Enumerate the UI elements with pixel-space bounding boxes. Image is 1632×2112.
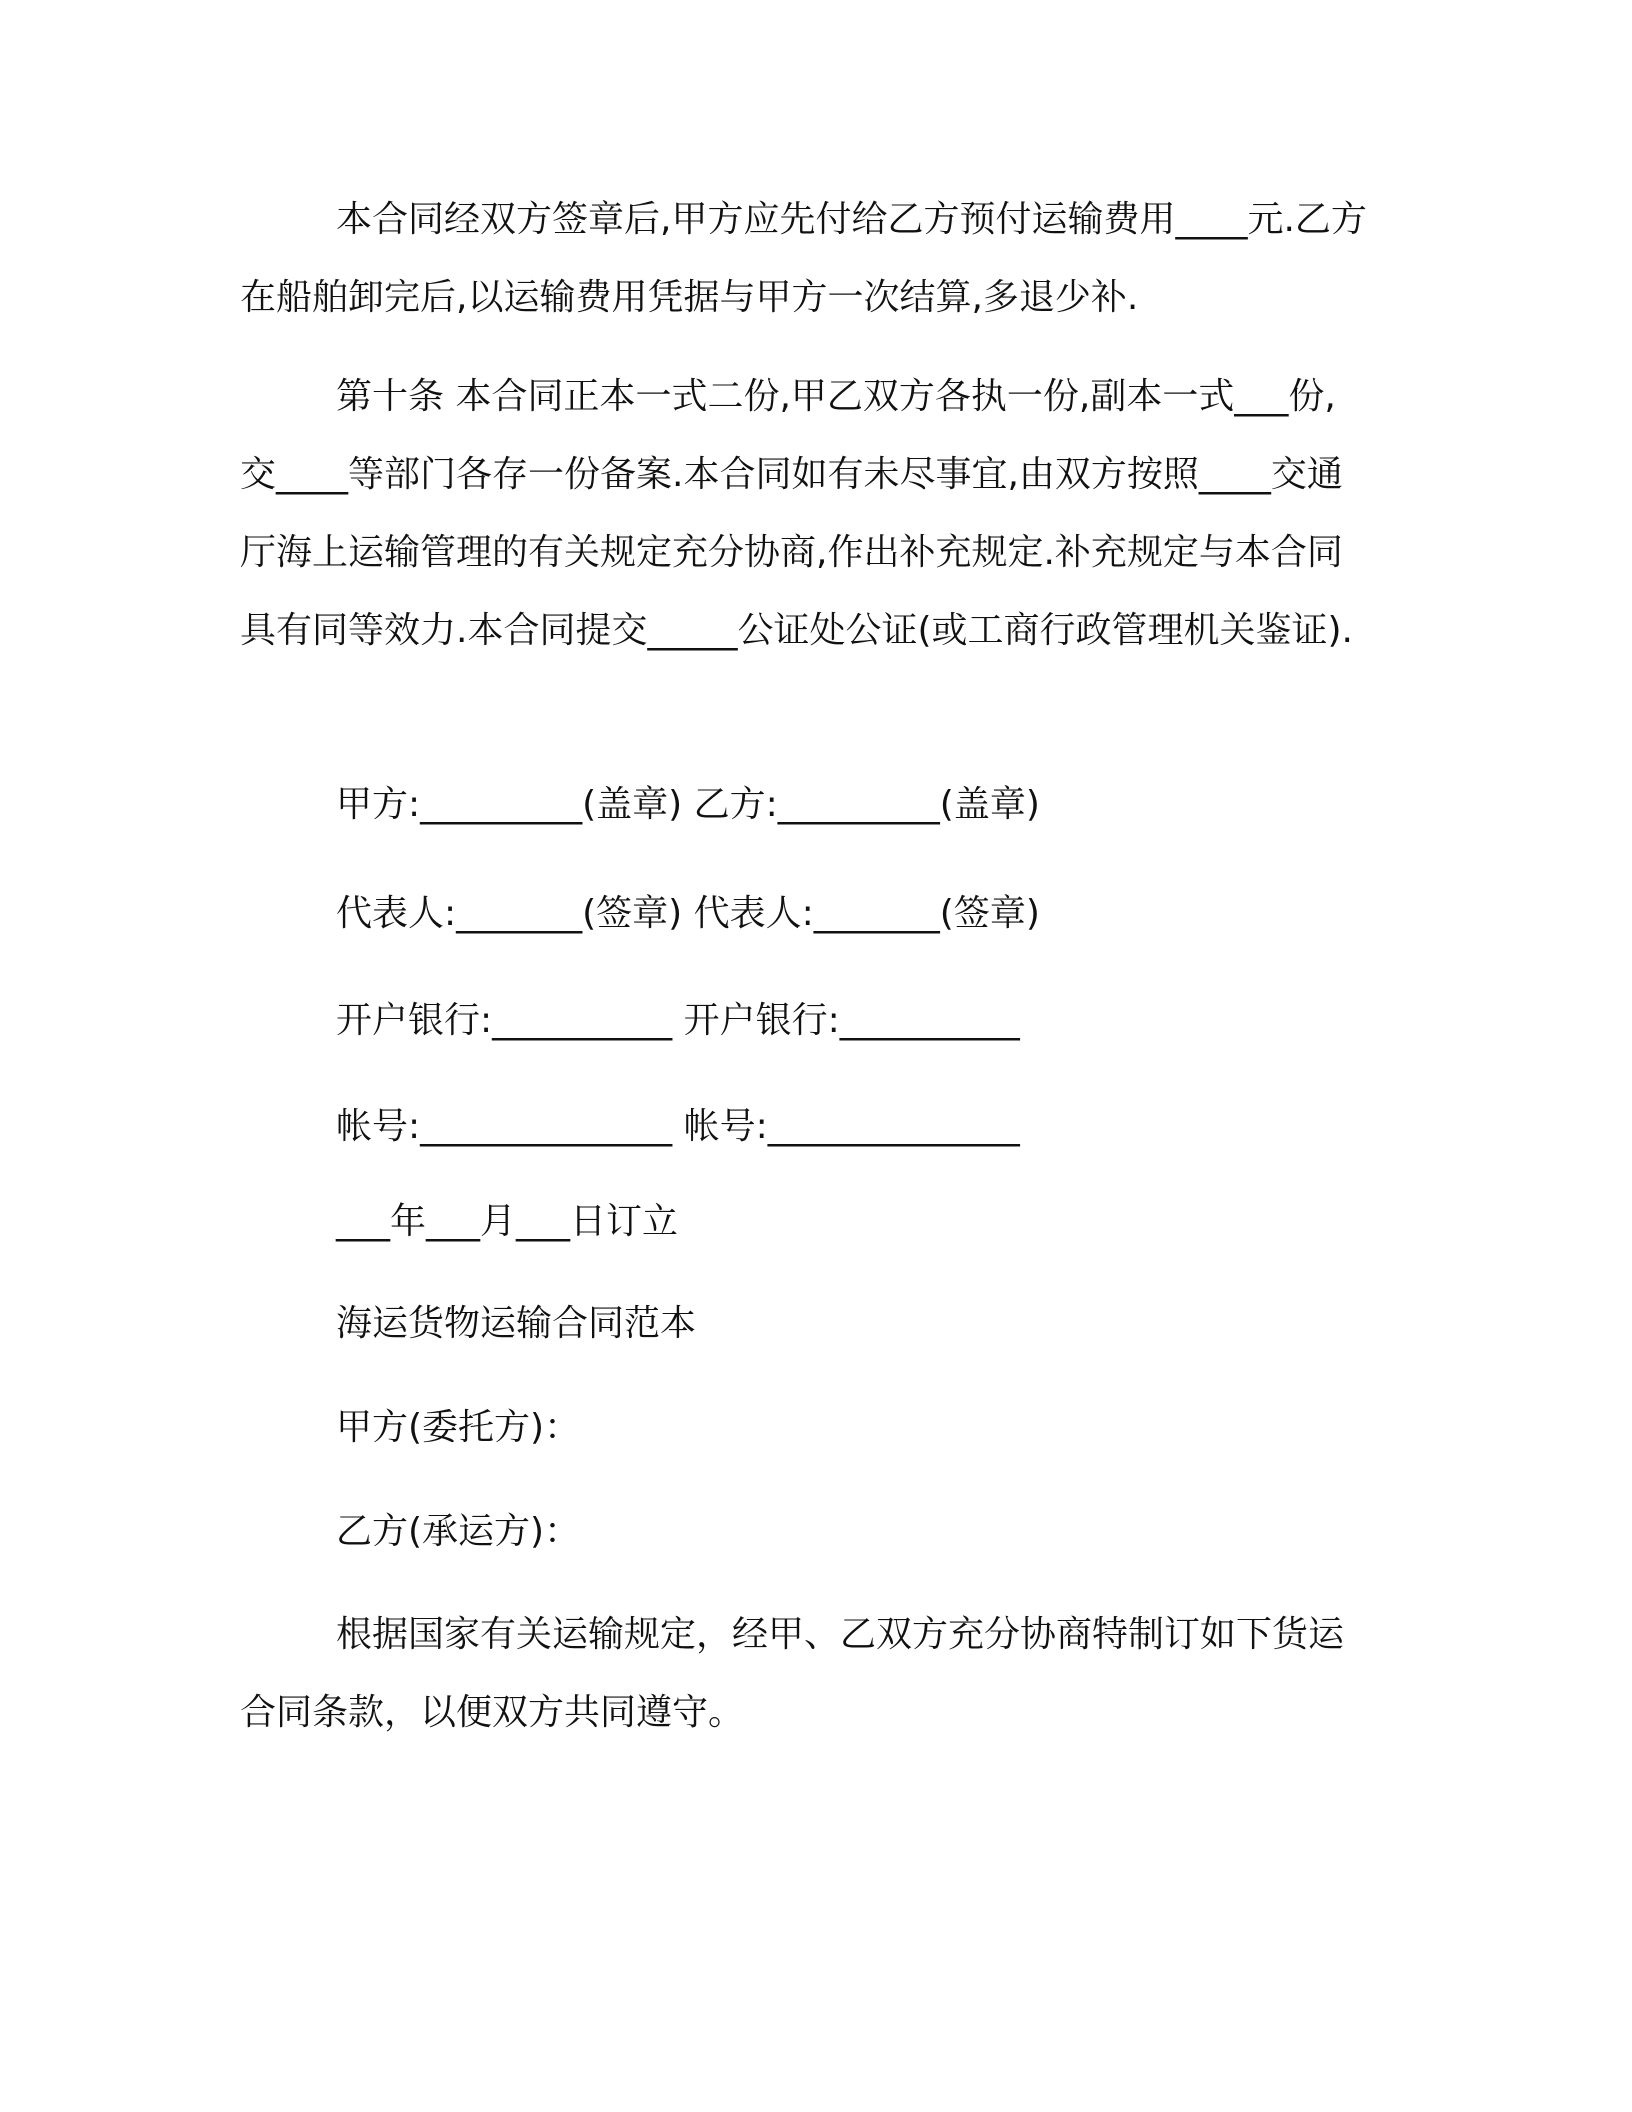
intro-paragraph: 根据国家有关运输规定，经甲、乙双方充分协商特制订如下货运合同条款，以便双方共同遵守。 <box>240 1614 1345 1733</box>
payment-terms-paragraph: 本合同经双方签章后,甲方应先付给乙方预付运输费用____元.乙方在船舶卸完后,以运输费用凭据与甲方一次结算,多退少补. <box>240 199 1367 318</box>
party-seal-line: 甲方:_________(盖章) 乙方:_________(盖章) <box>336 784 1040 825</box>
bank-line: 开户银行:__________ 开户银行:__________ <box>336 1000 1020 1041</box>
representative-signature-line: 代表人:_______(签章) 代表人:_______(签章) <box>336 893 1040 934</box>
article-ten-paragraph: 第十条 本合同正本一式二份,甲乙双方各执一份,副本一式___份,交____等部门各存一份备案.本合同如有未尽事宜,由双方按照____交通厅海上运输管理的有关规定充分协商,作出补充规定.补充规定与本合同具有同等效力.本合同提交_____公证处公证(或工商行政管理机关鉴证). <box>240 376 1353 651</box>
signing-date-line: ___年___月___日订立 <box>336 1201 679 1242</box>
account-number-line: 帐号:______________ 帐号:______________ <box>336 1106 1020 1147</box>
party-a-label: 甲方(委托方)： <box>336 1407 581 1448</box>
party-b-label: 乙方(承运方)： <box>336 1511 581 1552</box>
template-title: 海运货物运输合同范本 <box>336 1303 697 1344</box>
